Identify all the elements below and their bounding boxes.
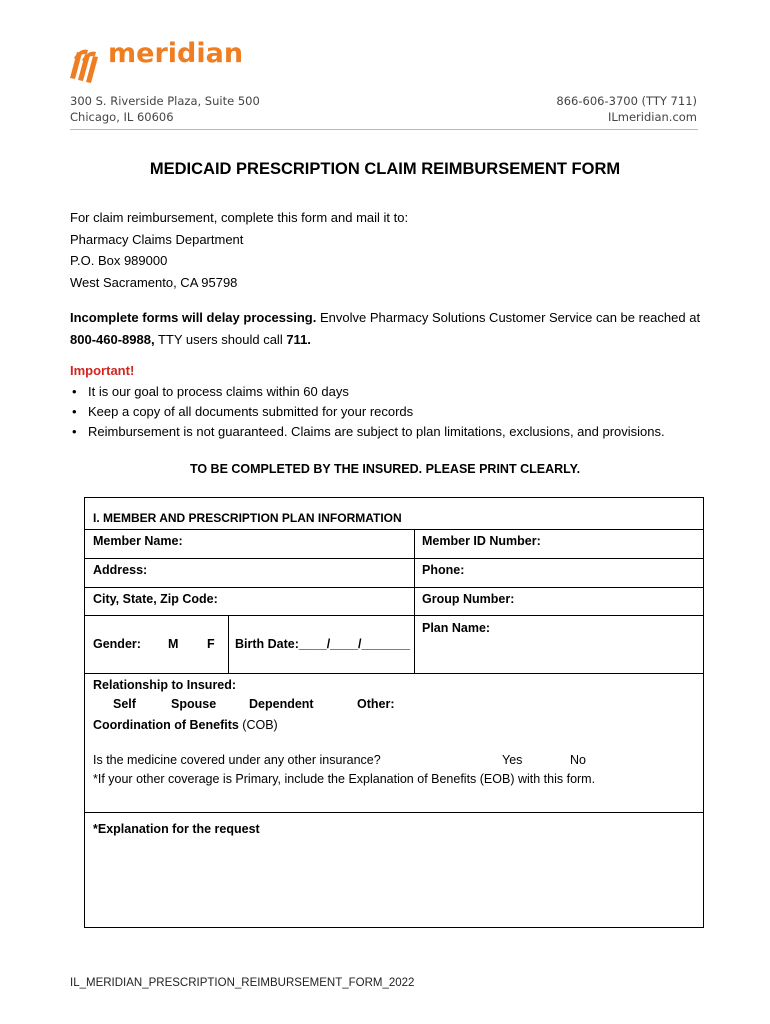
cob-heading-bold: Coordination of Benefits bbox=[93, 718, 239, 732]
processing-notice bbox=[70, 307, 710, 350]
organization-contact bbox=[556, 93, 697, 125]
list-item: • Keep a copy of all documents submitted for your records bbox=[70, 402, 665, 422]
customer-service-phone: 800-460-8988, bbox=[70, 331, 155, 347]
contact-website: ILmeridian.com bbox=[607, 110, 697, 124]
organization-address bbox=[70, 93, 260, 125]
meridian-logo-icon bbox=[68, 44, 106, 84]
notice-text-2: TTY users should call bbox=[154, 331, 287, 347]
form-column-divider bbox=[414, 529, 415, 673]
notice-bold-lead: Incomplete forms will delay processing. bbox=[70, 310, 317, 325]
gender-option-m[interactable]: M bbox=[168, 637, 179, 651]
form-row-divider bbox=[84, 615, 704, 616]
relationship-label: Relationship to Insured: bbox=[93, 678, 237, 692]
relationship-option-self[interactable]: Self bbox=[113, 697, 136, 711]
cob-note: *If your other coverage is Primary, include the Explanation of Benefits (EOB) with this form. bbox=[93, 772, 596, 786]
relationship-option-dependent[interactable]: Dependent bbox=[249, 697, 314, 711]
section-title: I. MEMBER AND PRESCRIPTION PLAN INFORMATION bbox=[93, 511, 402, 525]
form-row-divider bbox=[84, 812, 704, 813]
page-title: MEDICAID PRESCRIPTION CLAIM REIMBURSEMENT FORM bbox=[149, 160, 621, 178]
form-footer-id: IL_MERIDIAN_PRESCRIPTION_REIMBURSEMENT_FORM_2022 bbox=[70, 977, 415, 989]
cob-heading bbox=[93, 718, 278, 732]
mailing-instructions bbox=[70, 207, 408, 293]
tty-number: 711. bbox=[286, 331, 311, 347]
address-line-2: Chicago, IL 60606 bbox=[70, 110, 174, 124]
cob-abbreviation: (COB) bbox=[238, 718, 278, 732]
cob-question: Is the medicine covered under any other insurance? bbox=[93, 753, 381, 767]
cob-option-no[interactable]: No bbox=[570, 753, 586, 767]
contact-phone: 866-606-3700 (TTY 711) bbox=[556, 94, 697, 108]
city-state-zip-field[interactable]: City, State, Zip Code: bbox=[93, 592, 218, 606]
gender-label: Gender: bbox=[93, 637, 141, 651]
address-line-1: 300 S. Riverside Plaza, Suite 500 bbox=[70, 94, 260, 108]
mail-city: West Sacramento, CA 95798 bbox=[70, 274, 238, 290]
address-field[interactable]: Address: bbox=[93, 563, 148, 577]
logo-wordmark: meridian bbox=[108, 38, 244, 69]
notice-text-1: Envolve Pharmacy Solutions Customer Service can be reached at bbox=[316, 310, 701, 325]
relationship-option-other[interactable]: Other: bbox=[357, 697, 395, 711]
group-number-field[interactable]: Group Number: bbox=[422, 592, 515, 606]
relationship-option-spouse[interactable]: Spouse bbox=[171, 697, 217, 711]
print-instruction: TO BE COMPLETED BY THE INSURED. PLEASE PRINT CLEARLY. bbox=[189, 462, 581, 476]
form-row-divider bbox=[84, 529, 704, 530]
plan-name-field[interactable]: Plan Name: bbox=[422, 621, 491, 635]
important-list bbox=[70, 382, 665, 442]
member-name-field[interactable]: Member Name: bbox=[93, 534, 183, 548]
member-info-form bbox=[84, 497, 704, 928]
list-item: • Reimbursement is not guaranteed. Claims are subject to plan limitations, exclusions, and provisions. bbox=[70, 422, 665, 442]
form-row-divider bbox=[84, 558, 704, 559]
cob-option-yes[interactable]: Yes bbox=[502, 753, 523, 767]
mail-po-box: P.O. Box 989000 bbox=[70, 253, 168, 268]
important-label: Important! bbox=[70, 363, 135, 378]
header-divider bbox=[70, 129, 698, 130]
gender-option-f[interactable]: F bbox=[207, 637, 215, 651]
member-id-field[interactable]: Member ID Number: bbox=[422, 534, 541, 548]
form-column-divider bbox=[228, 615, 229, 673]
form-row-divider bbox=[84, 587, 704, 588]
list-item: • It is our goal to process claims within 60 days bbox=[70, 382, 665, 402]
mail-department: Pharmacy Claims Department bbox=[70, 231, 244, 247]
phone-field[interactable]: Phone: bbox=[422, 563, 465, 577]
birth-date-field[interactable]: Birth Date:____/____/_______ bbox=[235, 637, 411, 651]
form-row-divider bbox=[84, 673, 704, 674]
explanation-field[interactable]: *Explanation for the request bbox=[93, 822, 260, 836]
intro-line: For claim reimbursement, complete this form and mail it to: bbox=[70, 210, 409, 225]
